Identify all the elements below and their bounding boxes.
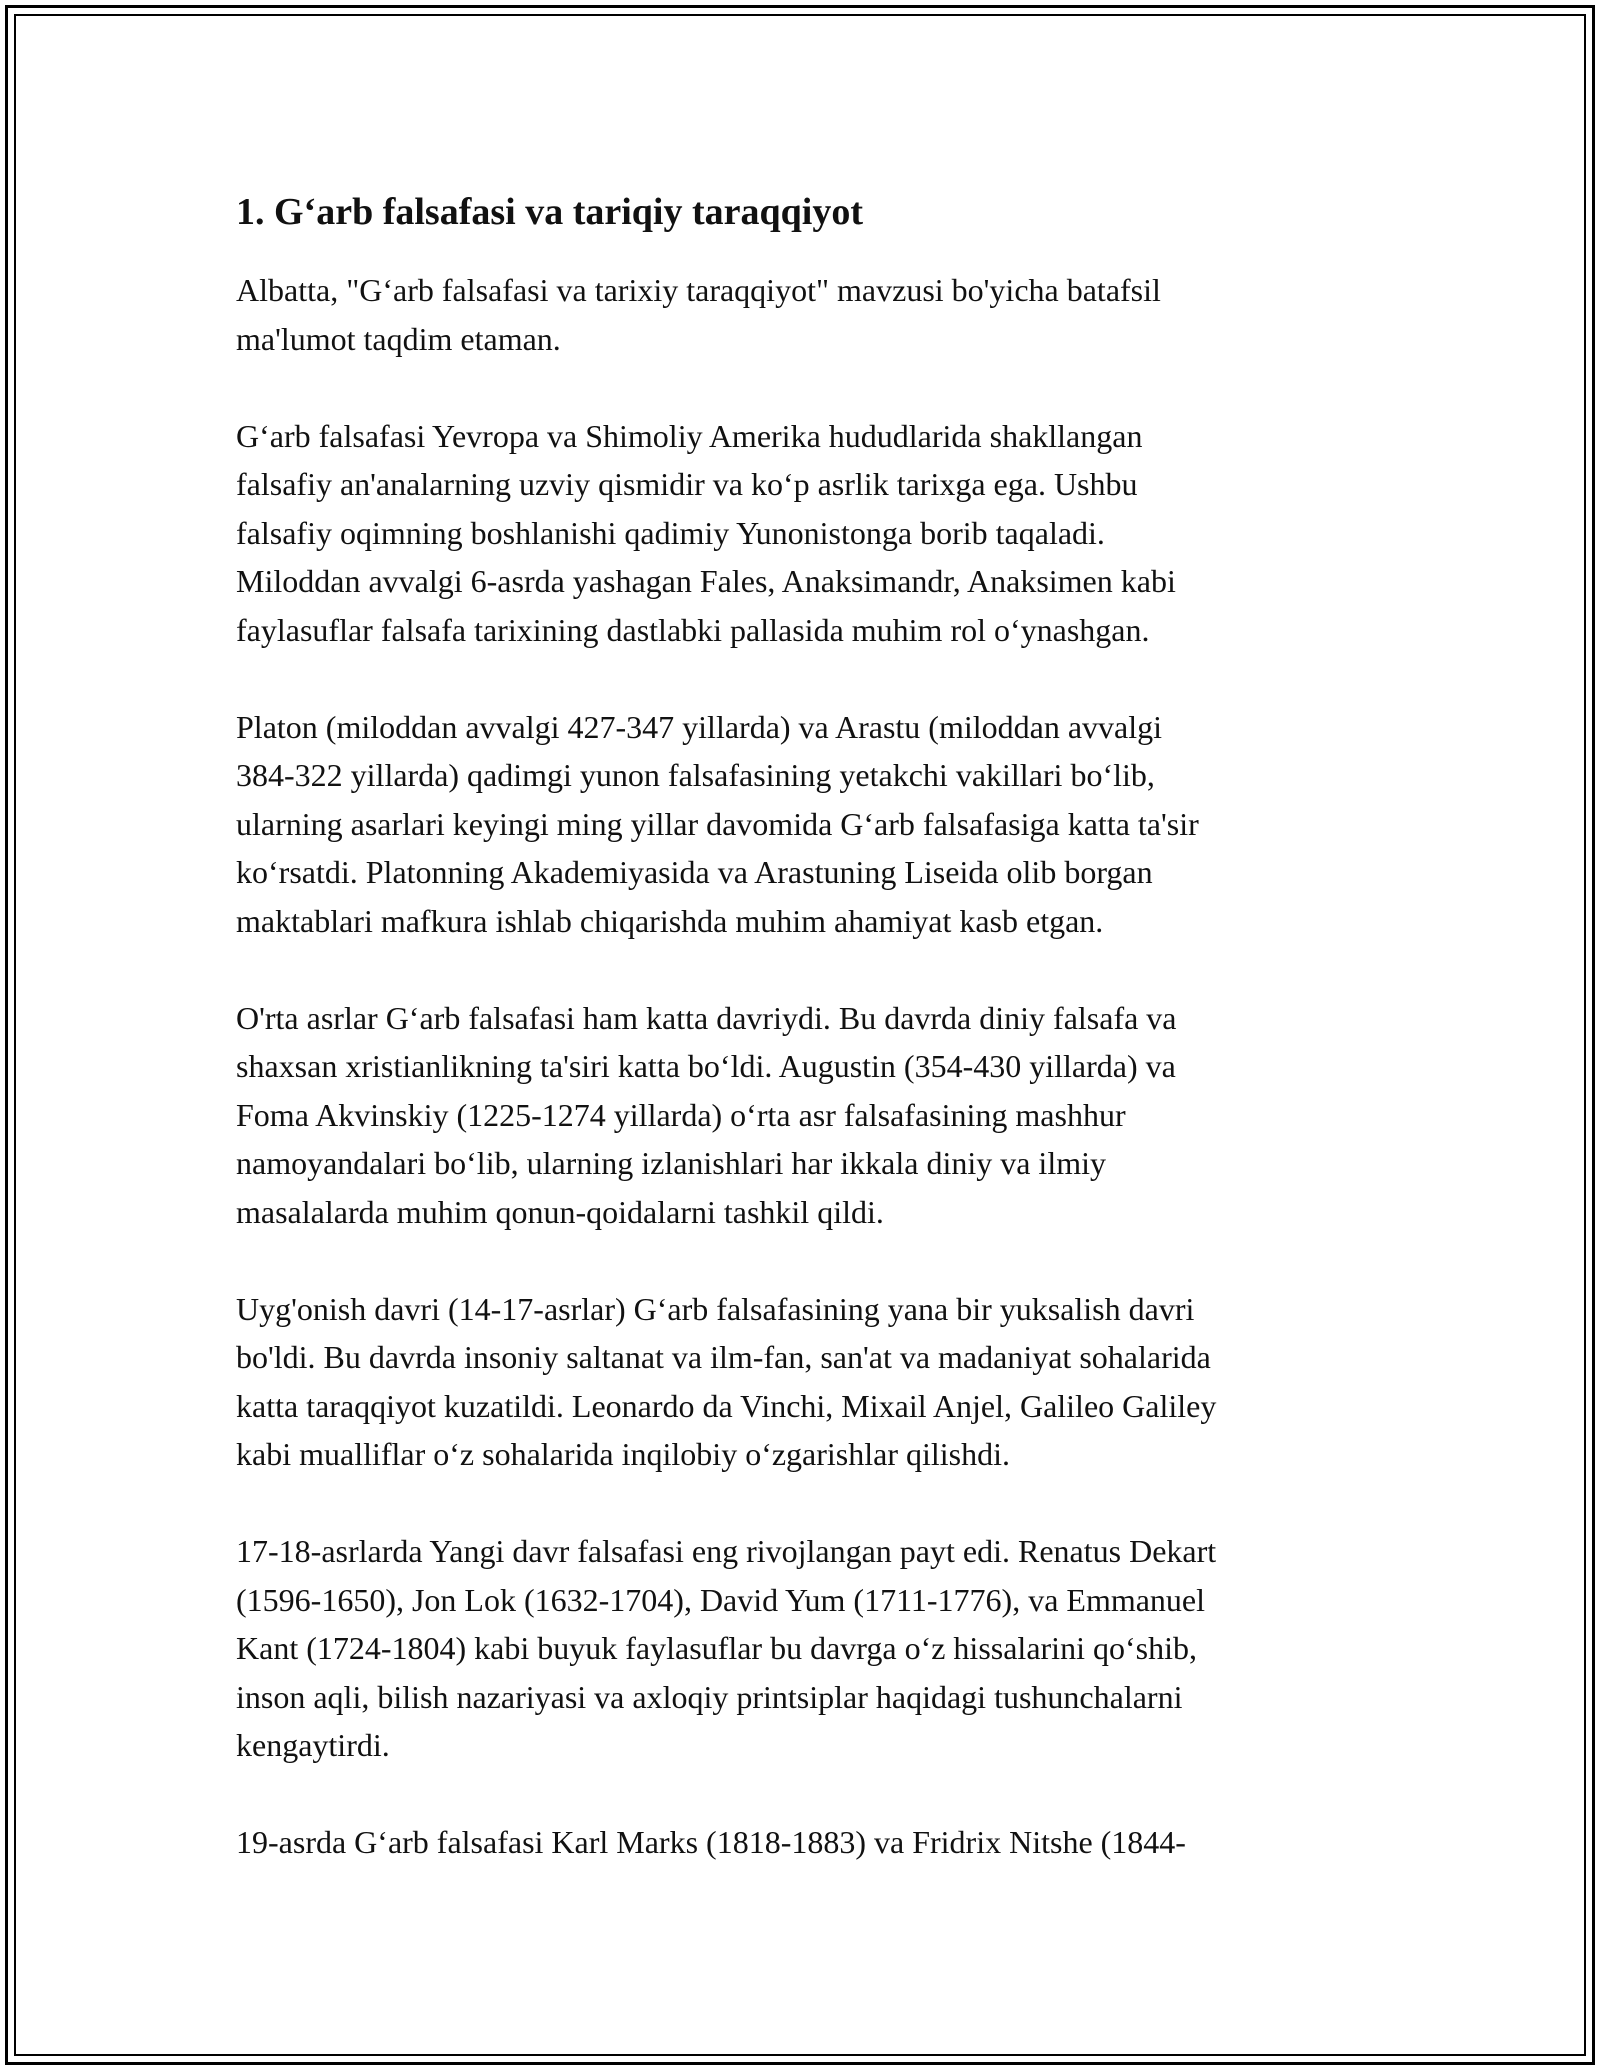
text-line: ularning asarlari keyingi ming yillar davomida G‘arb falsafasiga katta ta'sir [236, 805, 1199, 842]
text-line: kengaytirdi. [236, 1727, 390, 1763]
text-line: ma'lumot taqdim etaman. [236, 320, 561, 357]
text-line: Foma Akvinskiy (1225-1274 yillarda) o‘rta asr falsafasining mashhur [236, 1096, 1126, 1133]
text-line: (1596-1650), Jon Lok (1632-1704), David Yum (1711-1776), va Emmanuel [236, 1581, 1206, 1618]
text-line: Albatta, "G‘arb falsafasi va tarixiy taraqqiyot" mavzusi bo'yicha batafsil [236, 272, 1161, 308]
text-line: G‘arb falsafasi Yevropa va Shimoliy Amerika hududlarida shakllangan [236, 417, 1143, 454]
paragraph-middle-ages [236, 994, 1386, 1237]
document-body [236, 188, 1386, 1915]
text-line: shaxsan xristianlikning ta'siri katta bo‘ldi. Augustin (354-430 yillarda) va [236, 1048, 1176, 1084]
text-line: ko‘rsatdi. Platonning Akademiyasida va Arastuning Liseida olib borgan [236, 854, 1153, 890]
text-line: 17-18-asrlarda Yangi davr falsafasi eng rivojlangan payt edi. Renatus Dekart [236, 1533, 1217, 1569]
paragraph-renaissance [236, 1285, 1386, 1479]
text-line: falsafiy oqimning boshlanishi qadimiy Yunonistonga borib taqaladi. [236, 514, 1105, 551]
text-line: falsafiy an'analarning uzviy qismidir va ko‘p asrlik tarixga ega. Ushbu [236, 466, 1138, 502]
text-line: 19-asrda G‘arb falsafasi Karl Marks (1818-1883) va Fridrix Nitshe (1844- [236, 1824, 1186, 1860]
paragraph-plato-aristotle [236, 703, 1386, 946]
text-line: Platon (miloddan avvalgi 427-347 yillarda) va Arastu (miloddan avvalgi [236, 708, 1163, 745]
text-line: O'rta asrlar G‘arb falsafasi ham katta davriydi. Bu davrda diniy falsafa va [236, 999, 1177, 1036]
paragraph-modern-era [236, 1527, 1386, 1770]
text-line: Miloddan avvalgi 6-asrda yashagan Fales, Anaksimandr, Anaksimen kabi [236, 563, 1176, 599]
paragraph-origins [236, 412, 1386, 655]
text-line: Uyg'onish davri (14-17-asrlar) G‘arb falsafasining yana bir yuksalish davri [236, 1290, 1195, 1327]
text-line: inson aqli, bilish nazariyasi va axloqiy printsiplar haqidagi tushunchalarni [236, 1678, 1183, 1715]
paragraph-intro [236, 266, 1386, 363]
section-heading: 1. G‘arb falsafasi va tariqiy taraqqiyot [236, 191, 863, 233]
text-line: masalalarda muhim qonun-qoidalarni tashkil qildi. [236, 1193, 884, 1230]
text-line: namoyandalari bo‘lib, ularning izlanishlari har ikkala diniy va ilmiy [236, 1145, 1106, 1181]
text-line: bo'ldi. Bu davrda insoniy saltanat va ilm-fan, san'at va madaniyat sohalarida [236, 1339, 1211, 1375]
paragraph-19th-century [236, 1818, 1386, 1867]
text-line: faylasuflar falsafa tarixining dastlabki pallasida muhim rol o‘ynashgan. [236, 611, 1150, 648]
text-line: maktablari mafkura ishlab chiqarishda muhim ahamiyat kasb etgan. [236, 902, 1104, 939]
text-line: 384-322 yillarda) qadimgi yunon falsafasining yetakchi vakillari bo‘lib, [236, 757, 1155, 793]
text-line: kabi mualliflar o‘z sohalarida inqilobiy o‘zgarishlar qilishdi. [236, 1436, 1011, 1472]
text-line: Kant (1724-1804) kabi buyuk faylasuflar bu davrga o‘z hissalarini qo‘shib, [236, 1630, 1197, 1666]
text-line: katta taraqqiyot kuzatildi. Leonardo da Vinchi, Mixail Anjel, Galileo Galiley [236, 1387, 1217, 1424]
